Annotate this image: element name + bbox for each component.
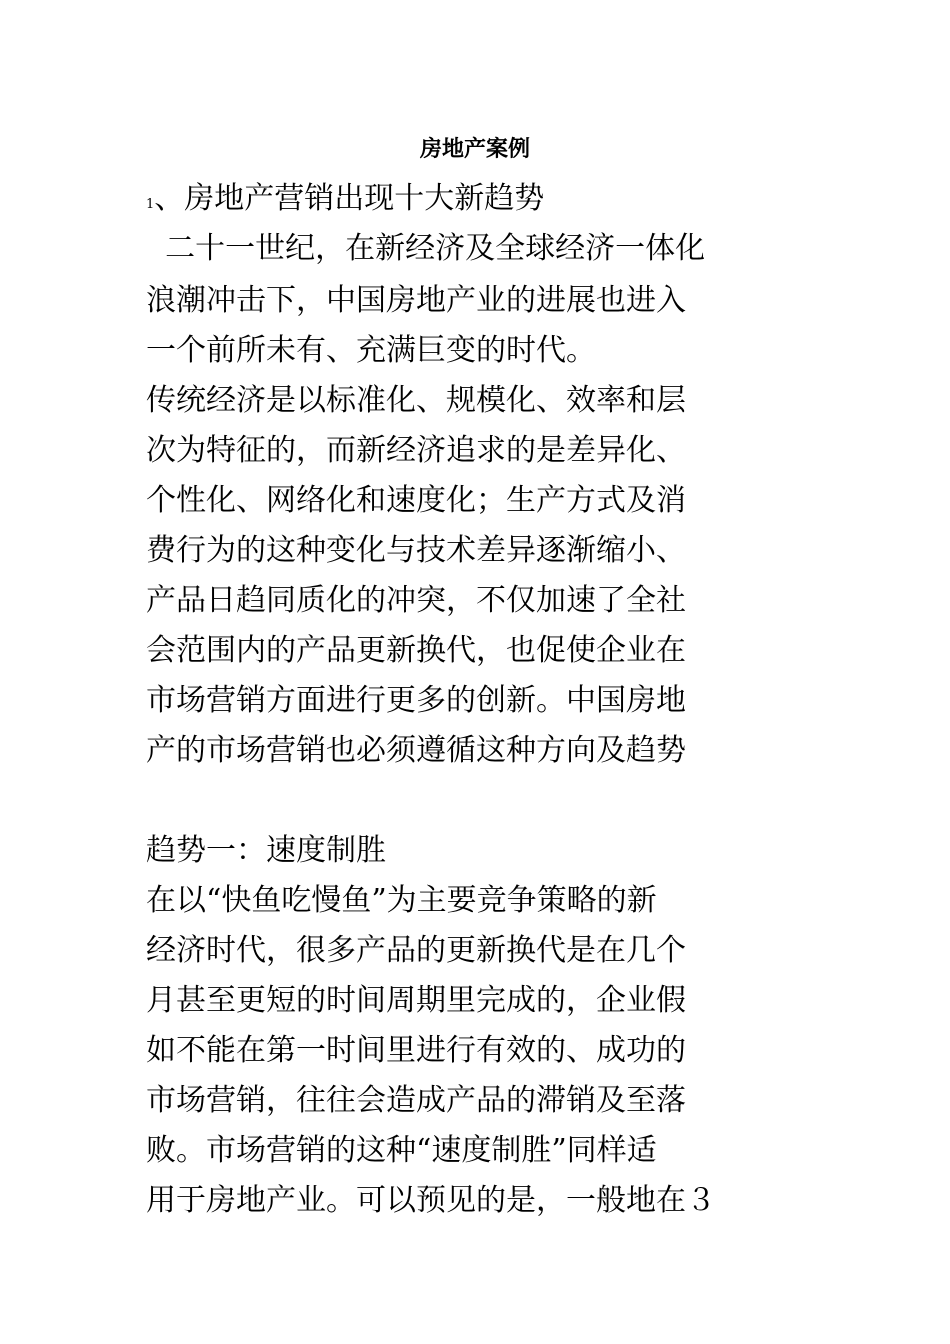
- paragraph-line: 经济时代，很多产品的更新换代是在几个: [146, 933, 686, 968]
- paragraph-line: 会范围内的产品更新换代，也促使企业在: [146, 633, 686, 668]
- paragraph-line: 浪潮冲击下，中国房地产业的进展也进入: [146, 283, 686, 318]
- section-heading: [146, 180, 816, 224]
- paragraph-line: 传统经济是以标准化、规模化、效率和层: [146, 383, 686, 418]
- paragraph-line: 产的市场营销也必须遵循这种方向及趋势: [146, 733, 686, 768]
- paragraph-line: 在以“快鱼吃慢鱼”为主要竞争策略的新: [146, 883, 657, 918]
- paragraph-line: 个性化、网络化和速度化；生产方式及消: [146, 483, 686, 518]
- heading-number: 1: [146, 197, 155, 212]
- paragraph-line: 一个前所未有、充满巨变的时代。: [146, 333, 596, 368]
- paragraph-line: 次为特征的，而新经济追求的是差异化、: [146, 433, 686, 468]
- trend-heading: 趋势一：速度制胜: [146, 833, 386, 868]
- heading-text: 、房地产营销出现十大新趋势: [154, 181, 545, 216]
- paragraph-line: 用于房地产业。可以预见的是，一般地在３: [146, 1183, 716, 1218]
- paragraph-line: 市场营销，往往会造成产品的滞销及至落: [146, 1083, 686, 1118]
- document-title: 房地产案例: [419, 137, 530, 162]
- paragraph-line: 产品日趋同质化的冲突，不仅加速了全社: [146, 583, 686, 618]
- paragraph-line: 费行为的这种变化与技术差异逐渐缩小、: [146, 533, 686, 568]
- paragraph-line: 如不能在第一时间里进行有效的、成功的: [146, 1033, 686, 1068]
- paragraph-line: 市场营销方面进行更多的创新。中国房地: [146, 683, 686, 718]
- paragraph-line: 月甚至更短的时间周期里完成的，企业假: [146, 983, 686, 1018]
- paragraph-line: 败。市场营销的这种“速度制胜”同样适: [146, 1133, 657, 1168]
- paragraph-line: 二十一世纪，在新经济及全球经济一体化: [146, 231, 706, 266]
